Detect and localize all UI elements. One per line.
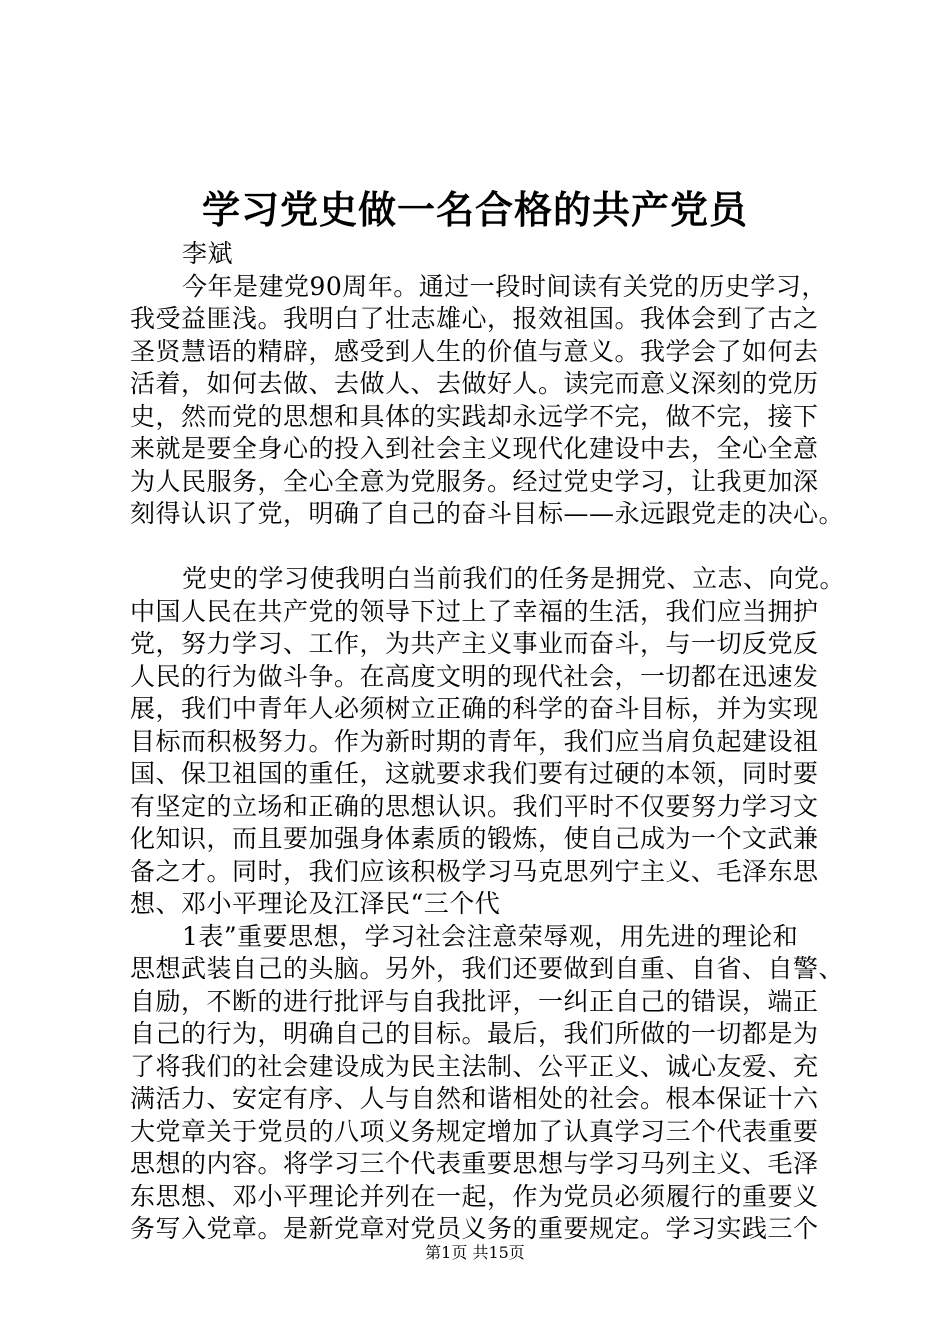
text-line: 我受益匪浅。我明白了壮志雄心，报效祖国。我体会到了古之 bbox=[130, 304, 819, 333]
text-line: 活着，如何去做、去做人、去做好人。读完而意义深刻的党历 bbox=[130, 369, 819, 398]
text-line: 自己的行为，明确自己的目标。最后，我们所做的一切都是为 bbox=[130, 1019, 819, 1048]
text-line: 国、保卫祖国的重任，这就要求我们要有过硬的本领，同时要 bbox=[130, 759, 819, 788]
text-line: 满活力、安定有序、人与自然和谐相处的社会。根本保证十六 bbox=[130, 1084, 819, 1113]
text-line: 想、邓小平理论及江泽民“三个代 bbox=[130, 889, 501, 918]
text-line: 思想的内容。将学习三个代表重要思想与学习马列主义、毛泽 bbox=[130, 1149, 819, 1178]
text-line: 有坚定的立场和正确的思想认识。我们平时不仅要努力学习文 bbox=[130, 791, 819, 821]
text-line: 史，然而党的思想和具体的实践却永远学不完，做不完，接下 bbox=[130, 401, 819, 431]
text-line: 1表”重要思想，学习社会注意荣辱观，用先进的理论和 bbox=[182, 921, 799, 951]
text-line: 大党章关于党员的八项义务规定增加了认真学习三个代表重要 bbox=[130, 1116, 819, 1146]
page-footer: 第1页 共15页 bbox=[425, 1243, 525, 1262]
text-line: 党史的学习使我明白当前我们的任务是拥党、立志、向党。 bbox=[182, 564, 846, 593]
text-line: 党，努力学习、工作，为共产主义事业而奋斗，与一切反党反 bbox=[130, 629, 819, 658]
text-line: 东思想、邓小平理论并列在一起，作为党员必须履行的重要义 bbox=[130, 1181, 819, 1211]
text-line: 今年是建党90周年。通过一段时间读有关党的历史学习， bbox=[182, 271, 827, 301]
text-line: 中国人民在共产党的领导下过上了幸福的生活，我们应当拥护 bbox=[130, 596, 819, 626]
text-line: 为人民服务，全心全意为党服务。经过党史学习，让我更加深 bbox=[130, 466, 819, 496]
text-line: 人民的行为做斗争。在高度文明的现代社会，一切都在迅速发 bbox=[130, 661, 819, 691]
text-line: 目标而积极努力。作为新时期的青年，我们应当肩负起建设祖 bbox=[130, 726, 819, 756]
text-line: 圣贤慧语的精辟，感受到人生的价值与意义。我学会了如何去 bbox=[130, 336, 819, 366]
text-line: 思想武装自己的头脑。另外，我们还要做到自重、自省、自警、 bbox=[130, 954, 845, 983]
text-line: 来就是要全身心的投入到社会主义现代化建设中去，全心全意 bbox=[130, 434, 819, 463]
text-line: 刻得认识了党，明确了自己的奋斗目标——永远跟党走的决心。 bbox=[130, 499, 845, 528]
text-line: 展，我们中青年人必须树立正确的科学的奋斗目标，并为实现 bbox=[130, 694, 819, 723]
document-body bbox=[130, 238, 846, 1246]
document-title: 学习党史做一名合格的共产党员 bbox=[201, 187, 748, 232]
text-line: 务写入党章。是新党章对党员义务的重要规定。学习实践三个 bbox=[130, 1214, 819, 1243]
text-line: 化知识，而且要加强身体素质的锻炼，使自己成为一个文武兼 bbox=[130, 824, 819, 853]
author-name: 李斌 bbox=[182, 239, 234, 268]
paragraph-spacer bbox=[130, 531, 830, 564]
text-line: 备之才。同时，我们应该积极学习马克思列宁主义、毛泽东思 bbox=[130, 856, 819, 886]
text-line: 了将我们的社会建设成为民主法制、公平正义、诚心友爱、充 bbox=[130, 1051, 819, 1081]
text-line: 自励，不断的进行批评与自我批评，一纠正自己的错误，端正 bbox=[130, 986, 819, 1016]
